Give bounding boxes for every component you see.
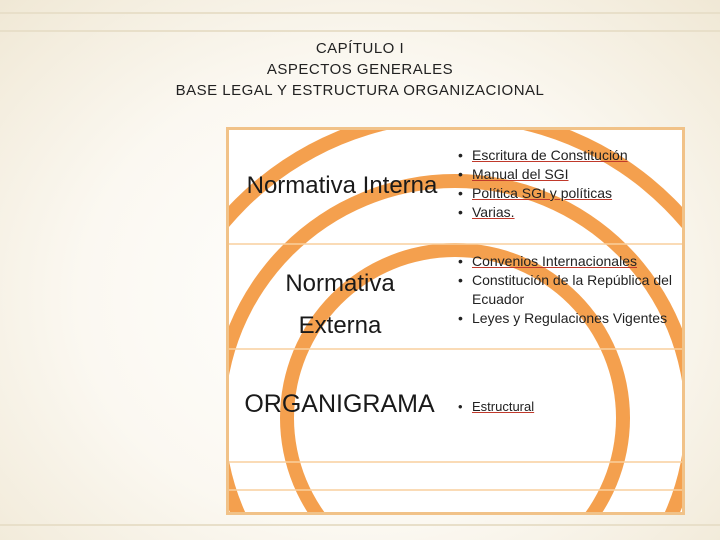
item-constitucion: Constitución de la República del Ecuador [472,272,673,307]
title-line-chapter: CAPÍTULO I [315,40,405,57]
item-varias-link[interactable]: Varias. [472,204,515,220]
list-item[interactable] [456,397,656,416]
item-convenios-link[interactable]: Convenios Internacionales [472,253,637,269]
list-item[interactable] [456,252,678,271]
list-item[interactable] [456,165,678,184]
list-normativa-interna [456,146,678,222]
section-label-organigrama: ORGANIGRAMA [244,390,435,418]
list-item[interactable] [456,203,678,222]
section-label-normativa-interna: Normativa Interna [246,172,438,199]
list-normativa-externa [456,252,678,328]
title-line-aspects: ASPECTOS GENERALES [266,61,454,78]
normativa-externa-line1: Normativa [285,270,395,297]
item-politica-link[interactable]: Política SGI y políticas [472,185,613,201]
list-item [456,309,678,328]
list-item [456,271,678,309]
list-item[interactable] [456,184,678,203]
list-item[interactable] [456,146,678,165]
normativa-externa-line2: Externa [298,312,382,339]
list-organigrama [456,397,656,416]
section-label-normativa-externa [270,263,410,347]
item-manual-link[interactable]: Manual del SGI [472,166,569,182]
item-leyes: Leyes y Regulaciones Vigentes [472,310,668,326]
title-line-base: BASE LEGAL Y ESTRUCTURA ORGANIZACIONAL [175,82,545,99]
item-escritura-link[interactable]: Escritura de Constitución [472,147,628,163]
item-estructural-link[interactable]: Estructural [472,399,535,414]
